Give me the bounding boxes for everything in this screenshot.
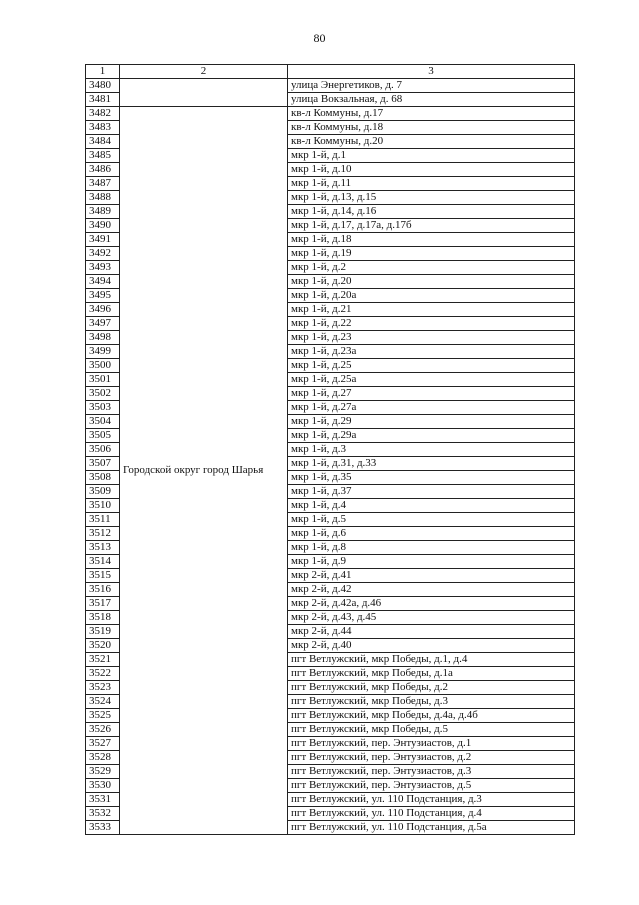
address-cell: мкр 1-й, д.22 — [288, 317, 575, 331]
address-cell: пгт Ветлужский, мкр Победы, д.3 — [288, 695, 575, 709]
row-number: 3491 — [86, 233, 120, 247]
address-cell: улица Энергетиков, д. 7 — [288, 79, 575, 93]
row-number: 3483 — [86, 121, 120, 135]
row-number: 3484 — [86, 135, 120, 149]
row-number: 3522 — [86, 667, 120, 681]
row-number: 3520 — [86, 639, 120, 653]
address-cell: мкр 1-й, д.1 — [288, 149, 575, 163]
row-number: 3515 — [86, 569, 120, 583]
address-cell: мкр 1-й, д.29а — [288, 429, 575, 443]
row-number: 3500 — [86, 359, 120, 373]
row-number: 3485 — [86, 149, 120, 163]
row-number: 3532 — [86, 807, 120, 821]
address-cell: мкр 2-й, д.40 — [288, 639, 575, 653]
row-number: 3488 — [86, 191, 120, 205]
row-number: 3486 — [86, 163, 120, 177]
column-header-1: 1 — [86, 65, 120, 79]
address-table — [85, 64, 575, 835]
address-cell: пгт Ветлужский, пер. Энтузиастов, д.5 — [288, 779, 575, 793]
address-cell: пгт Ветлужский, мкр Победы, д.4а, д.4б — [288, 709, 575, 723]
row-number: 3525 — [86, 709, 120, 723]
region-name: Городской округ город Шарья — [120, 107, 288, 835]
row-number: 3533 — [86, 821, 120, 835]
row-number: 3509 — [86, 485, 120, 499]
address-cell: мкр 1-й, д.23а — [288, 345, 575, 359]
row-number: 3510 — [86, 499, 120, 513]
row-number: 3513 — [86, 541, 120, 555]
address-cell: мкр 1-й, д.18 — [288, 233, 575, 247]
address-cell: кв-л Коммуны, д.18 — [288, 121, 575, 135]
row-number: 3518 — [86, 611, 120, 625]
address-cell: мкр 1-й, д.20 — [288, 275, 575, 289]
address-cell: пгт Ветлужский, ул. 110 Подстанция, д.5а — [288, 821, 575, 835]
row-number: 3527 — [86, 737, 120, 751]
address-cell: кв-л Коммуны, д.20 — [288, 135, 575, 149]
table-body — [86, 79, 575, 835]
address-cell: мкр 2-й, д.43, д.45 — [288, 611, 575, 625]
column-header-2: 2 — [120, 65, 288, 79]
row-number: 3523 — [86, 681, 120, 695]
address-cell: мкр 1-й, д.19 — [288, 247, 575, 261]
address-cell: пгт Ветлужский, мкр Победы, д.5 — [288, 723, 575, 737]
address-cell: мкр 1-й, д.6 — [288, 527, 575, 541]
address-cell: мкр 1-й, д.37 — [288, 485, 575, 499]
row-number: 3494 — [86, 275, 120, 289]
row-number: 3504 — [86, 415, 120, 429]
address-cell: мкр 2-й, д.42а, д.46 — [288, 597, 575, 611]
address-cell: пгт Ветлужский, пер. Энтузиастов, д.2 — [288, 751, 575, 765]
address-cell: пгт Ветлужский, мкр Победы, д.1, д.4 — [288, 653, 575, 667]
address-cell: пгт Ветлужский, ул. 110 Подстанция, д.3 — [288, 793, 575, 807]
row-number: 3511 — [86, 513, 120, 527]
table-header-row — [86, 65, 575, 79]
row-number: 3512 — [86, 527, 120, 541]
row-number: 3530 — [86, 779, 120, 793]
address-cell: мкр 1-й, д.14, д.16 — [288, 205, 575, 219]
address-cell: мкр 1-й, д.27 — [288, 387, 575, 401]
row-number: 3487 — [86, 177, 120, 191]
page-number: 80 — [313, 31, 326, 45]
address-cell: мкр 2-й, д.41 — [288, 569, 575, 583]
row-number: 3499 — [86, 345, 120, 359]
row-number: 3495 — [86, 289, 120, 303]
row-number: 3528 — [86, 751, 120, 765]
region-cell-empty — [120, 79, 288, 107]
row-number: 3517 — [86, 597, 120, 611]
row-number: 3492 — [86, 247, 120, 261]
row-number: 3526 — [86, 723, 120, 737]
address-cell: мкр 1-й, д.2 — [288, 261, 575, 275]
row-number: 3498 — [86, 331, 120, 345]
address-cell: мкр 1-й, д.25 — [288, 359, 575, 373]
row-number: 3489 — [86, 205, 120, 219]
row-number: 3502 — [86, 387, 120, 401]
address-cell: пгт Ветлужский, мкр Победы, д.1а — [288, 667, 575, 681]
address-cell: мкр 1-й, д.17, д.17а, д.17б — [288, 219, 575, 233]
address-cell: улица Вокзальная, д. 68 — [288, 93, 575, 107]
address-cell: мкр 1-й, д.27а — [288, 401, 575, 415]
address-cell: мкр 1-й, д.23 — [288, 331, 575, 345]
address-cell: мкр 1-й, д.13, д.15 — [288, 191, 575, 205]
row-number: 3531 — [86, 793, 120, 807]
row-number: 3503 — [86, 401, 120, 415]
address-cell: мкр 1-й, д.5 — [288, 513, 575, 527]
address-cell: кв-л Коммуны, д.17 — [288, 107, 575, 121]
address-cell: мкр 1-й, д.9 — [288, 555, 575, 569]
row-number: 3507 — [86, 457, 120, 471]
address-cell: пгт Ветлужский, мкр Победы, д.2 — [288, 681, 575, 695]
table-row — [86, 107, 575, 121]
row-number: 3493 — [86, 261, 120, 275]
address-cell: мкр 1-й, д.21 — [288, 303, 575, 317]
address-cell: мкр 1-й, д.10 — [288, 163, 575, 177]
row-number: 3496 — [86, 303, 120, 317]
row-number: 3506 — [86, 443, 120, 457]
row-number: 3482 — [86, 107, 120, 121]
address-cell: пгт Ветлужский, пер. Энтузиастов, д.1 — [288, 737, 575, 751]
row-number: 3524 — [86, 695, 120, 709]
address-cell: мкр 1-й, д.31, д.33 — [288, 457, 575, 471]
table-row — [86, 79, 575, 93]
row-number: 3508 — [86, 471, 120, 485]
row-number: 3480 — [86, 79, 120, 93]
row-number: 3490 — [86, 219, 120, 233]
row-number: 3529 — [86, 765, 120, 779]
column-header-3: 3 — [288, 65, 575, 79]
address-cell: мкр 1-й, д.11 — [288, 177, 575, 191]
row-number: 3516 — [86, 583, 120, 597]
address-cell: мкр 1-й, д.8 — [288, 541, 575, 555]
row-number: 3519 — [86, 625, 120, 639]
row-number: 3521 — [86, 653, 120, 667]
address-cell: мкр 2-й, д.44 — [288, 625, 575, 639]
address-cell: мкр 2-й, д.42 — [288, 583, 575, 597]
address-cell: мкр 1-й, д.20а — [288, 289, 575, 303]
address-cell: мкр 1-й, д.29 — [288, 415, 575, 429]
row-number: 3505 — [86, 429, 120, 443]
row-number: 3514 — [86, 555, 120, 569]
address-cell: пгт Ветлужский, ул. 110 Подстанция, д.4 — [288, 807, 575, 821]
row-number: 3497 — [86, 317, 120, 331]
address-cell: мкр 1-й, д.25а — [288, 373, 575, 387]
address-cell: мкр 1-й, д.4 — [288, 499, 575, 513]
row-number: 3501 — [86, 373, 120, 387]
address-cell: мкр 1-й, д.3 — [288, 443, 575, 457]
row-number: 3481 — [86, 93, 120, 107]
address-cell: мкр 1-й, д.35 — [288, 471, 575, 485]
address-cell: пгт Ветлужский, пер. Энтузиастов, д.3 — [288, 765, 575, 779]
